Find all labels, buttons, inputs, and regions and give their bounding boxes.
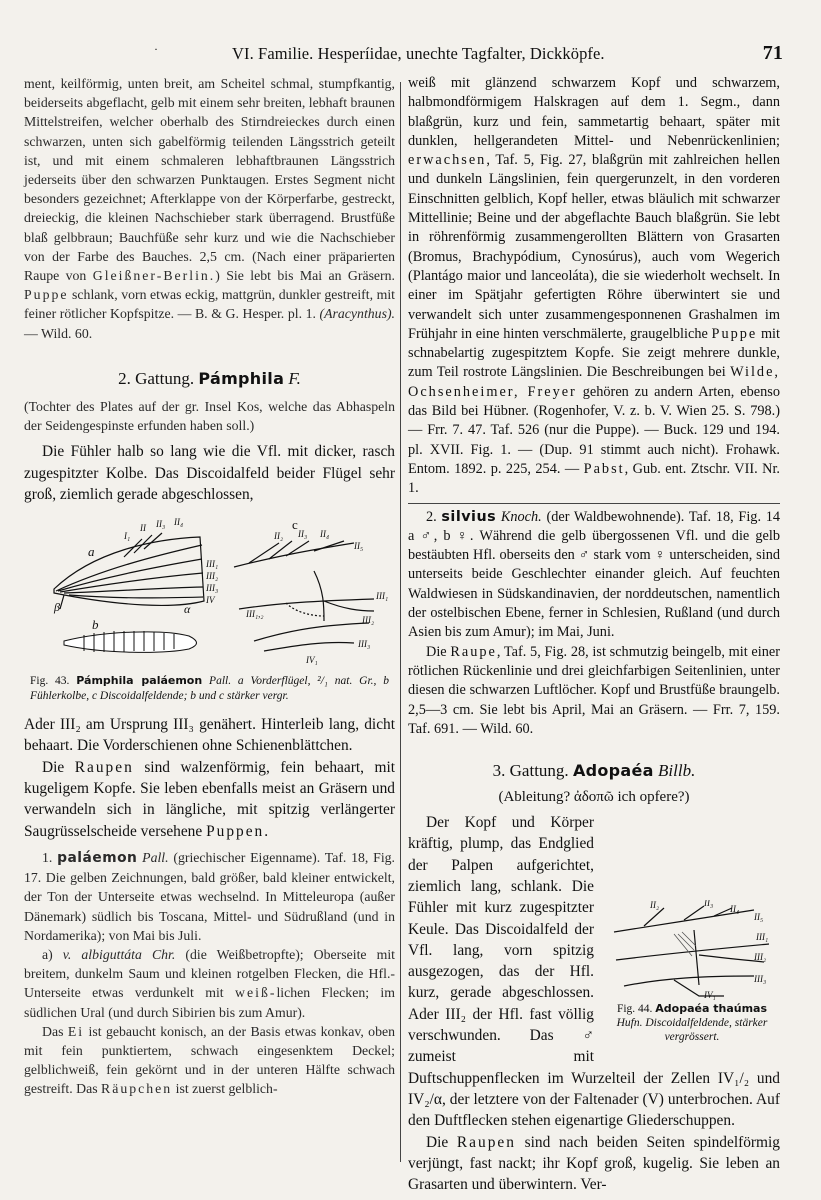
fig44-vein-II2: II₂	[650, 900, 660, 911]
fig43-label-alpha: α	[184, 602, 191, 617]
fig43c-vein-II2: II₂	[274, 531, 284, 542]
fig44-vein-III2: III₂	[754, 952, 767, 963]
fig43-vein-IIb: II₄	[174, 517, 184, 528]
paragraph-vein-description: Ader III₂ am Ursprung III₃ genähert. Hinterleib lang, dicht behaart. Die Vorderschienen ohne Schienenblättchen.	[24, 716, 395, 755]
figure-43-caption: Fig. 43. Pámphila paláemon Pall. a Vorderflügel, ²/₁ nat. Gr., b Fühlerkolbe, c Discoidalfeldende; b und c stärker vergr.	[30, 674, 390, 703]
fig43-vein-IV: IV	[206, 595, 215, 606]
fig43c-vein-II4: II₄	[320, 529, 330, 540]
fig44-vein-II5: II₅	[754, 912, 764, 923]
species-palaemon: 1. paláemon Pall. (griechischer Eigenname). Taf. 18, Fig. 17. Die gelben Zeichnungen, bald größer, bald kleiner entwickelt, der Ton der Unterseite etwas wechselnd. In Mitteleuropa (außer Dänemark) südlich bis Toscana, Mittel- und Südrußland (und in Nordamerika); von Mai bis Juli.	[24, 849, 395, 943]
variety-albiguttata: a) v. albiguttáta Chr. (die Weißbetropfte); Oberseite mit breitem, dunkelm Saum und kleinen rotgelben Flecken, die Hfl.-Unterseite etwas verdunkelt mit weiß-lichen Flecken; im südlichen Ural (und durch Sibirien bis zum Amur).	[24, 946, 395, 1020]
paragraph-caterpillar-description: ment, keilförmig, unten breit, am Scheitel schmal, stumpfkantig, beiderseits abgeflacht, gelb mit einem sehr breiten, lebhaft braunen Mittelstreifen, welcher oberhalb des Stirndreieckes durch einen schwarzen, unten sich gabelförmig teilenden Längsstrich geteilt ist, und mit einem schmaleren lebhaftbraunen Längsstrich jederseits über den schwarzen Punktaugen. Erstes Segment nicht besonders gezeichnet; Afterklappe von der Körperfarbe, gestreckt, dreieckig, die kleinen Nachschieber stark überragend. Brustfüße blaß gelbbraun; Bauchfüße sehr kurz und wie die Nachschieber von der Farbe des Bauches. 2,5 cm. (Nach einer präparierten Raupe von Gleißner-Berlin.) Sie lebt bis Mai an Gräsern. Puppe schlank, vorn etwas eckig, mattgrün, dunkler gestreift, mit feiner rötlicher Kopfspitze. — B. & G. Hesper. pl. 1. (Aracynthus). — Wild. 60.	[24, 76, 395, 341]
fig44-vein-III3: III₃	[754, 974, 767, 985]
antenna-club-drawing	[64, 631, 197, 652]
fig43-vein-IIa: II₃	[156, 519, 166, 530]
fig43-vein-III3: III₃	[206, 583, 219, 594]
fig43c-vein-III1: III₁	[376, 591, 389, 602]
fig43c-vein-III12: III₁,₂	[246, 609, 264, 620]
section-rule	[408, 503, 780, 504]
fig43c-vein-IV1: IV₁	[306, 655, 318, 666]
fig43c-vein-III2: III₂	[362, 615, 375, 626]
fig43-label-beta: β	[54, 600, 60, 615]
figure-44	[604, 900, 780, 1044]
fig43c-vein-III3: III₃	[358, 639, 371, 650]
fig43-vein-III1: III₁	[206, 559, 219, 570]
fig43-vein-I1: I₁	[124, 531, 131, 542]
discoidal-end-diagram	[604, 900, 780, 1000]
figure-44-caption: Fig. 44. Adopaéa thaúmas Hufn. Discoidalfeldende, stärker vergrössert.	[616, 1002, 768, 1044]
left-column	[24, 74, 395, 1099]
paragraph-egg: Das Ei ist gebaucht konisch, an der Basis etwas konkav, oben mit fein punktiertem, schwach eingesenktem Deckel; gelblichweiß, fein gekörnt und in der unteren Hälfte schwach gestreift. Das Räupchen ist zuerst gelblich-	[24, 1023, 396, 1097]
figure-43	[24, 511, 395, 669]
fig43-label-c: c	[292, 517, 298, 533]
paragraph-silvius-caterpillar: Die Raupe, Taf. 5, Fig. 28, ist schmutzig beingelb, mit einer rötlichen Rückenlinie und drei gleichfarbigen Seitenlinien, unter diesen die schwarzen Luftlöcher. Kopf und Brustfüße braungelb. 2,5—3 cm. Sie lebt bis April, Mai an Gräsern. — Frr. 7, 159. Taf. 691. — Wild. 60.	[408, 643, 780, 737]
fig43-label-b: b	[92, 617, 99, 633]
paragraph-adopaea-description: Der Kopf und Körper kräftig, plump, das Endglied der Palpen aufgerichtet, ziemlich lang, schlank. Die Fühler mit kurz zugespitzter Keule. Das Discoidalfeld der Vfl. lang, vorn spitzig ausgezogen, das der Hfl. kurz, gerade abgeschlossen. Ader III₂ der Hfl. fast völlig verschwunden. Das ♂ zumeist mit Duftschuppenflecken im Wurzelteil der Zellen IV₁/₂ und IV₂/α, der letztere von der Faltenader (V) unterbrochen. Auf den Duftflecken stehen eigenartige Gliederschuppen.	[408, 814, 780, 1130]
column-divider	[400, 82, 401, 1162]
wing-venation-diagram	[24, 511, 395, 669]
paragraph-adopaea-caterpillars: Die Raupen sind nach beiden Seiten spindelförmig verjüngt, fast nackt; ihr Kopf groß, kugelig. Sie leben an Grasarten und überwintern. Ver-	[408, 1133, 780, 1194]
genus-heading-pamphila: 2. Gattung. Pámphila F.	[118, 368, 301, 388]
fig43-vein-III2: III₂	[206, 571, 219, 582]
running-header	[0, 42, 821, 66]
fig44-vein-II4: II₄	[730, 904, 740, 915]
genus-heading-adopaea: 3. Gattung. Adopaéa Billb.	[492, 761, 696, 781]
fig43-vein-II: II	[140, 523, 146, 534]
paragraph-caterpillar-continued: weiß mit glänzend schwarzem Kopf und schwarzem, halbmondförmigem Halskragen auf dem 1. Segm., dann blaßgrün, kurz und fein, sammetartig behaart, später mit dunklen, hellgerandeten Mittel- und Nebenrückenlinien; erwachsen, Taf. 5, Fig. 27, blaßgrün mit zahlreichen hellen und dunkeln Längslinien, fein quergerunzelt, in den vorderen Einschnitten gelblich, Kopf heller, etwas bläulich mit schwarzer Mittellinie; Beine und der abgeflachte Bauch blaßgrün. Sie lebt in röhrenförmig zusammengerollten Blättern von Grasarten (Bromus, Brachypódium, Cynosúrus), auch vom Wegerich (Plantágo maior und lanceoláta), die sie wiederholt wechselt. In einer im Spätjahr gefertigten Röhre überwintert sie und verwandelt sich unter zusammengesponnenen Grashalmen im Frühjahr in eine hinten verschmälerte, graugelbliche Puppe mit schnabelartig zugespitztem Kopfe. Sie zeigt mehrere dunkle, zum Teil rostrote Längslinien. Die Beschreibungen bei Wilde, Ochsenheimer, Freyer gehören zu andern Arten, ebenso das Bild bei Hübner. (Rogenhofer, V. z. b. V. Wien 25. S. 798.) — Frr. 7. 47. Taf. 526 (nur die Puppe). — Buck. 129 und 194. pl. XVII. Fig. 1. — (Dup. 91 stimmt auch nicht). Frohawk. Entom. 1892. p. 225, 254. — Pabst, Gub. ent. Ztschr. VII. Nr. 1.	[408, 75, 781, 497]
fig44-vein-II3: II₃	[704, 900, 714, 909]
fig44-vein-IV1: IV₁	[704, 990, 716, 1001]
running-title: VI. Familie. Hesperíidae, unechte Tagfalter, Dickköpfe.	[232, 44, 605, 63]
page-number: 71	[762, 42, 783, 64]
forewing-drawing	[54, 533, 204, 609]
discoidal-end-drawing	[234, 541, 374, 651]
fig43-label-a: a	[88, 544, 95, 560]
genus-etymology: (Tochter des Plates auf der gr. Insel Kos, welche das Abhaspeln der Seidengespinste erfunden haben soll.)	[24, 398, 395, 434]
fig44-vein-III1: III₁	[756, 932, 769, 943]
species-silvius: 2. silvius Knoch. (der Waldbewohnende). Taf. 18, Fig. 14 a ♂, b ♀. Während die gelb übergossenen Vfl. und die gelb bestäubten Hfl. oberseits den ♂ stark vom ♀ unterscheiden, sind unterseits beide Geschlechter einander gleich. Auf feuchten Waldwiesen in Südskandinavien, der norddeutschen, namentlich der ostelbischen Ebene, ferner in Schlesien, Rußland (und durch Asien bis zum Amur); im Mai, Juni.	[408, 508, 781, 641]
header-dot: ·	[154, 42, 159, 56]
right-column	[408, 74, 780, 1195]
genus-etymology-adopaea: (Ableitung? ἀδοπῶ ich opfere?)	[498, 789, 690, 806]
paragraph-genus-description: Die Fühler halb so lang wie die Vfl. mit dicker, rasch zugespitzter Kolbe. Das Discoidalfeld beider Flügel sehr groß, ziemlich gerade abgeschlossen,	[24, 443, 395, 503]
fig43c-vein-II5: II₅	[354, 541, 364, 552]
paragraph-caterpillars: Die Raupen sind walzenförmig, fein behaart, mit kugeligem Kopfe. Sie leben ebenfalls meist an Gräsern und verwandeln sich in längliche, mit spitzig verlängerter Saugrüsselscheide versehene Puppen.	[24, 758, 395, 840]
fig43c-vein-II3: II₃	[298, 529, 308, 540]
